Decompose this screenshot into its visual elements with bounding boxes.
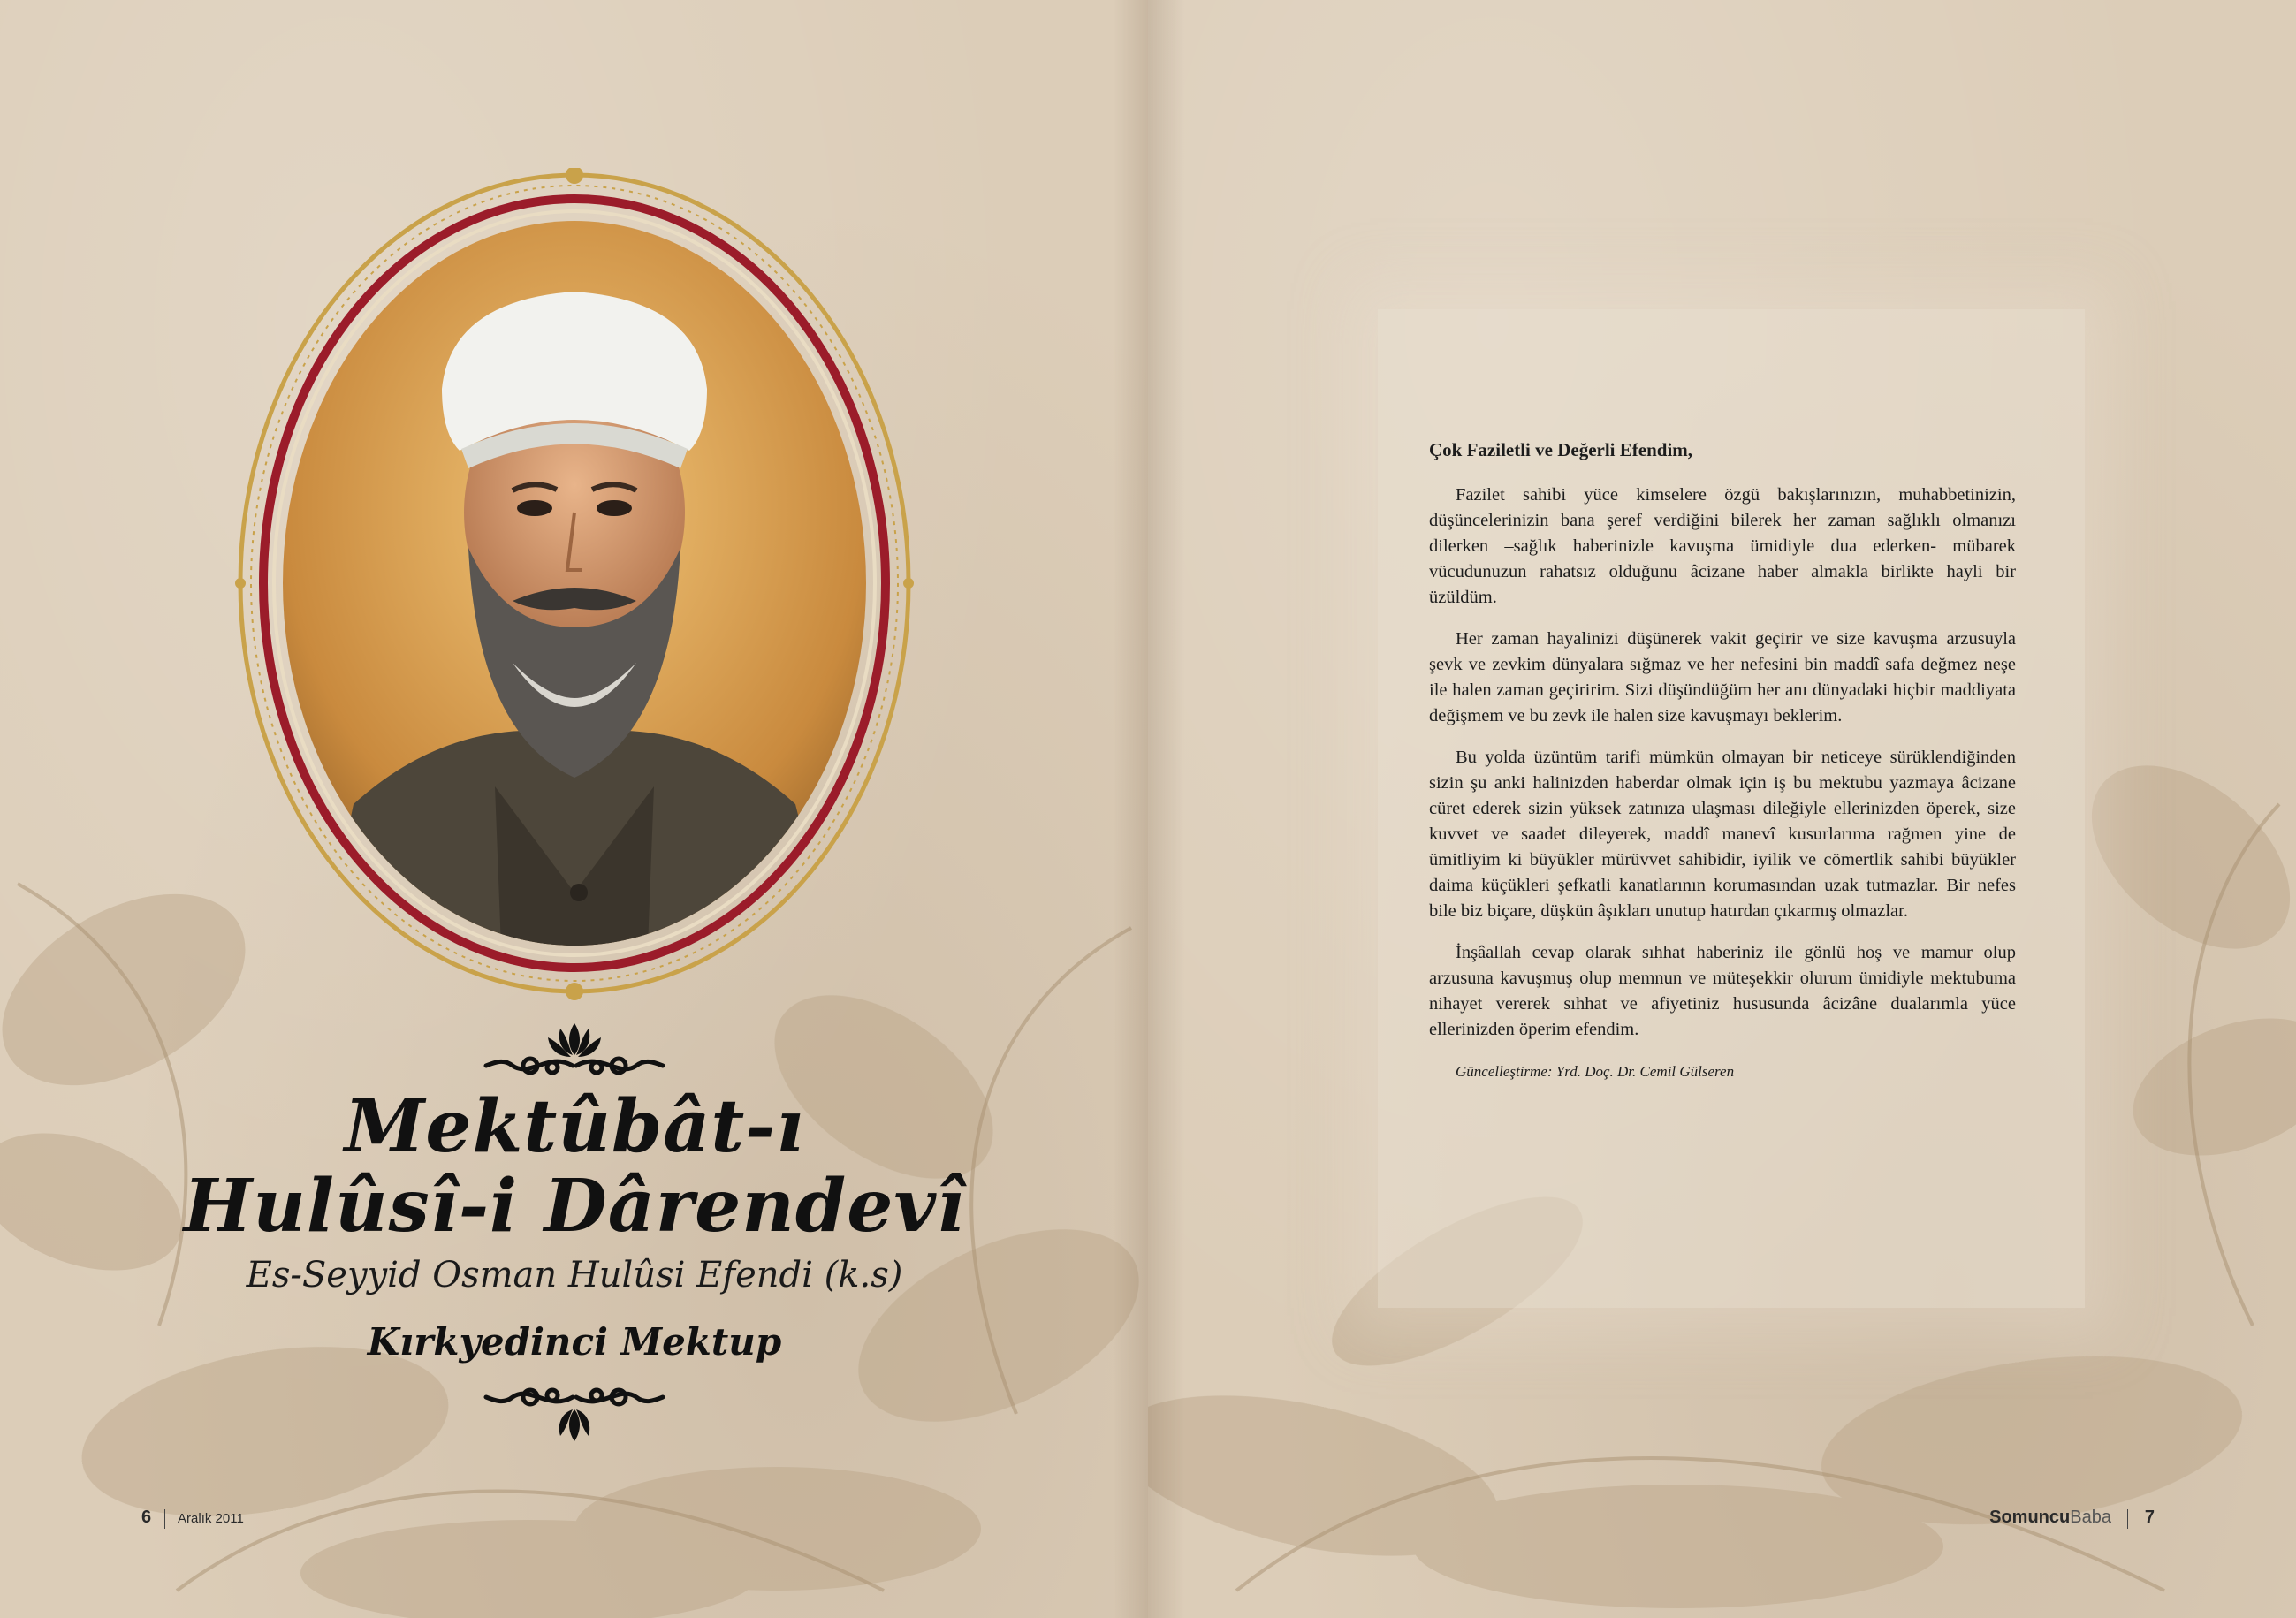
right-footer: [1989, 1508, 2155, 1529]
letter-body: [1429, 437, 2016, 1099]
letter-paragraph: Bu yolda üzüntüm tarifi mümkün olmayan bir neticeye sürüklendiğinden sizin şu anki halinizden haberdar olmak için iş bu mektubu yazmaya âcizane cüret ederek sizin yüksek zatınıza ulaşması dileğiyle ellerinizden öperek, size kuvvet ve saadet dileyerek, maddî manevî kusurlarıma rağmen yine de ümitliyim ki büyükler mürüvvet sahibidir, iyilik ve cömertlik sahibi büyükler daima küçükleri şefkatli kanatlarının korumasından uzak tutmazlar. Bir nefes bile biz biçare, düşkün âşıkları unutup hatırdan çıkarmış olmazlar.: [1429, 748, 2016, 921]
portrait-frame: [230, 168, 919, 1016]
bottom-ornament-icon: [468, 1378, 680, 1448]
letter-paragraph: Her zaman hayalinizi düşünerek vakit geçirir ve size kavuşma arzusuyla şevk ve zevkim dünyalara sığmaz ve her nefesini bin maddî safa değmez neşe ile halen zaman geçiririm. Sizi düşündüğüm her anı dünyadaki hiçbir maddiyata değişmem ve bu zevk ile halen size kavuşmayı beklerim.: [1429, 629, 2016, 725]
footer-divider: [164, 1509, 165, 1529]
portrait-image: [230, 168, 919, 1016]
left-footer: [141, 1508, 244, 1529]
letter-number: Kırkyedinci Mektup: [367, 1320, 782, 1364]
right-page-number: 7: [2144, 1508, 2155, 1527]
magazine-brand: [1989, 1508, 2111, 1527]
left-page-number: 6: [141, 1508, 152, 1527]
top-ornament-icon: [468, 1016, 680, 1087]
article-subtitle: Es-Seyyid Osman Hulûsi Efendi (k.s): [246, 1255, 903, 1295]
page-gutter: [1114, 0, 1184, 1618]
letter-paragraph: Fazilet sahibi yüce kimselere özgü bakışlarınızın, muhabbetinizin, düşüncelerinizin bana şeref verdiğini bilerek her zaman sağlıklı olmanızı dilerken –sağlık haberinizle kavuşma ümidiyle dua ederken- mübarek vücudunuzun rahatsız olduğunu âcizane haber almakla birlikte hayli bir üzüldüm.: [1429, 485, 2016, 607]
letter-credit: Güncelleştirme: Yrd. Doç. Dr. Cemil Gülseren: [1456, 1063, 1735, 1080]
article-title-line1: Mektûbât-ı: [344, 1084, 805, 1169]
brand-light: Baba: [2070, 1508, 2111, 1527]
article-title-block: [133, 1016, 1016, 1448]
article-title-line2: Hulûsî-i Dârendevî: [183, 1164, 966, 1249]
right-page: [1148, 0, 2296, 1618]
footer-divider: [2127, 1509, 2128, 1529]
issue-date: Aralık 2011: [178, 1511, 244, 1526]
letter-salutation: Çok Faziletli ve Değerli Efendim,: [1429, 439, 1693, 460]
letter-paragraph: İnşâallah cevap olarak sıhhat haberiniz ile gönlü hoş ve mamur olup arzusuna kavuşmuş olup memnun ve müteşekkir olurum ümidiyle mektubuma nihayet vererek sıhhat ve afiyetiniz hususunda âcizâne dualarımla yüce ellerinizden öperim efendim.: [1429, 943, 2016, 1039]
brand-bold: Somuncu: [1989, 1508, 2071, 1527]
